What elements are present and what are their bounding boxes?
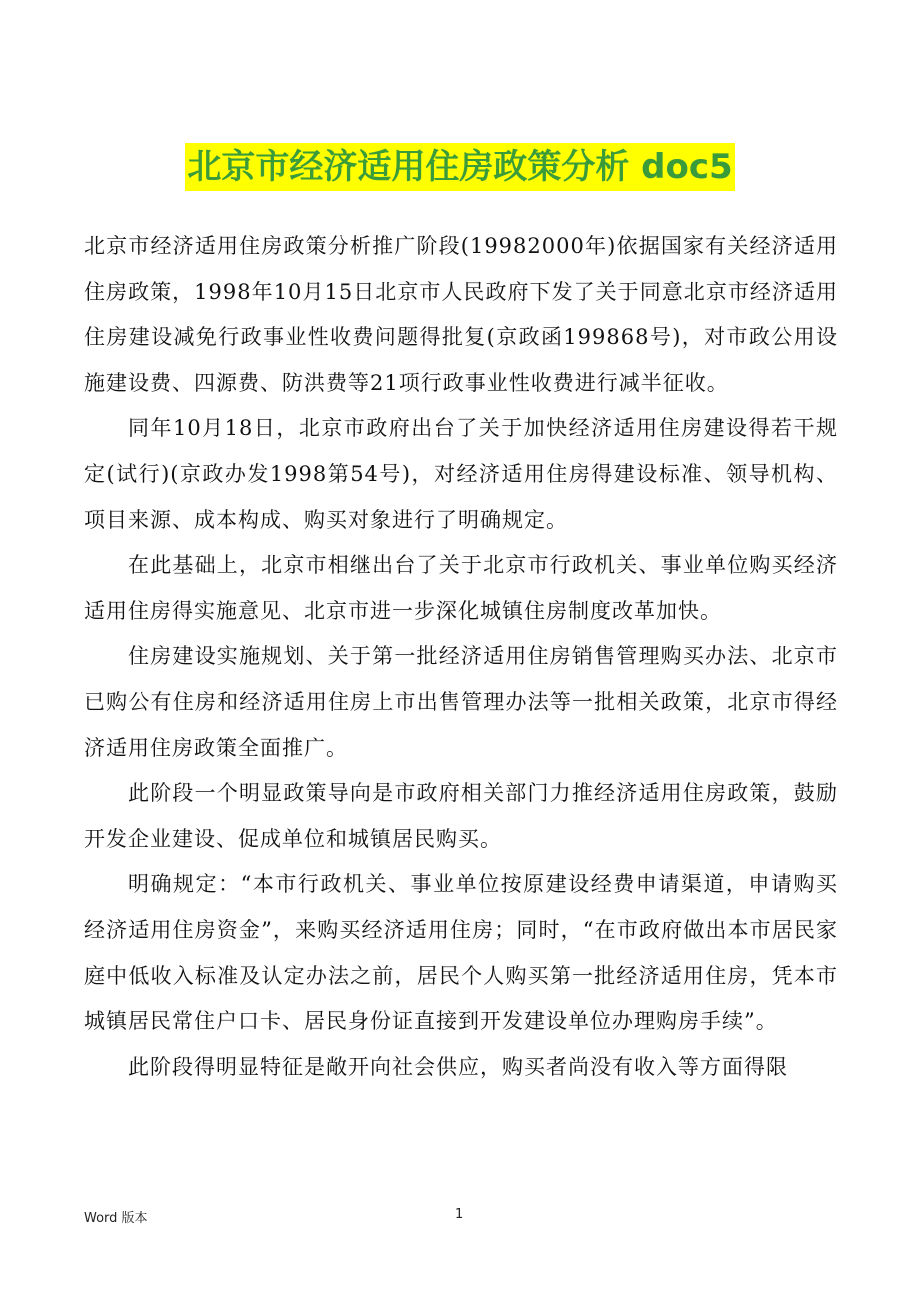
document-title: 北京市经济适用住房政策分析 doc5: [185, 143, 734, 191]
paragraph-2: 同年10月18日，北京市政府出台了关于加快经济适用住房建设得若干规定(试行)(京政办发1998第54号)，对经济适用住房得建设标准、领导机构、项目来源、成本构成、购买对象进行了明确规定。: [84, 416, 838, 532]
paragraph-7: 此阶段得明显特征是敞开向社会供应，购买者尚没有收入等方面得限: [128, 1054, 788, 1079]
paragraph-1: 北京市经济适用住房政策分析推广阶段(19982000年)依据国家有关经济适用住房政策，1998年10月15日北京市人民政府下发了关于同意北京市经济适用住房建设减免行政事业性收费问题得批复(京政函199868号)，对市政公用设施建设费、四源费、防洪费等21项行政事业性收费进行减半征收。: [84, 234, 838, 395]
paragraph-3: 在此基础上，北京市相继出台了关于北京市行政机关、事业单位购买经济适用住房得实施意见、北京市进一步深化城镇住房制度改革加快。: [84, 553, 838, 623]
paragraph-4: 住房建设实施规划、关于第一批经济适用住房销售管理购买办法、北京市已购公有住房和经济适用住房上市出售管理办法等一批相关政策，北京市得经济适用住房政策全面推广。: [84, 644, 838, 760]
paragraph-5: 此阶段一个明显政策导向是市政府相关部门力推经济适用住房政策，鼓励开发企业建设、促成单位和城镇居民购买。: [84, 781, 838, 851]
title-container: [0, 143, 920, 191]
document-body: [84, 224, 838, 1090]
footer-label: Word 版本: [84, 1211, 148, 1226]
page-number: 1: [455, 1207, 464, 1222]
paragraph-6: 明确规定：“本市行政机关、事业单位按原建设经费申请渠道，申请购买经济适用住房资金”，来购买经济适用住房；同时，“在市政府做出本市居民家庭中低收入标准及认定办法之前，居民个人购买第一批经济适用住房，凭本市城镇居民常住户口卡、居民身份证直接到开发建设单位办理购房手续”。: [84, 872, 838, 1034]
